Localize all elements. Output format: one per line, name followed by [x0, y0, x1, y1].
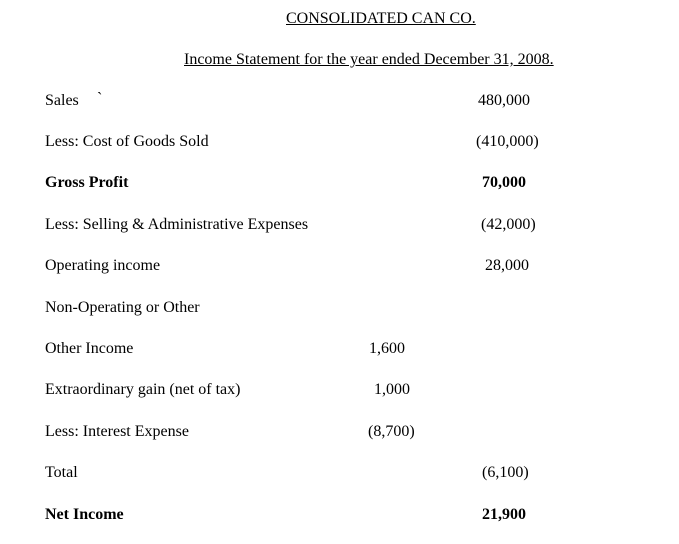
value-net-income: 21,900: [482, 506, 526, 523]
value-operating-income: 28,000: [485, 257, 529, 274]
row-label-net-income: Net Income: [45, 506, 124, 523]
value-total: (6,100): [482, 464, 529, 481]
stray-mark: `: [97, 90, 103, 107]
value-extraordinary-gain: 1,000: [374, 381, 410, 398]
company-title: CONSOLIDATED CAN CO.: [286, 10, 476, 27]
value-gross-profit: 70,000: [482, 174, 526, 191]
statement-subtitle: Income Statement for the year ended December 31, 2008.: [184, 51, 554, 68]
row-label-other-income: Other Income: [45, 340, 134, 357]
value-other-income: 1,600: [369, 340, 405, 357]
value-interest-expense: (8,700): [368, 423, 415, 440]
row-label-cogs: Less: Cost of Goods Sold: [45, 133, 209, 150]
row-label-gross-profit: Gross Profit: [45, 174, 129, 191]
row-label-sales: Sales: [45, 92, 79, 109]
value-cogs: (410,000): [476, 133, 539, 150]
row-label-total: Total: [45, 464, 78, 481]
row-label-sga: Less: Selling & Administrative Expenses: [45, 216, 309, 233]
value-sga: (42,000): [481, 216, 536, 233]
row-label-interest-expense: Less: Interest Expense: [45, 423, 189, 440]
row-label-extraordinary-gain: Extraordinary gain (net of tax): [45, 381, 241, 398]
row-label-non-operating: Non-Operating or Other: [45, 299, 200, 316]
row-label-operating-income: Operating income: [45, 257, 161, 274]
value-sales: 480,000: [478, 92, 530, 109]
